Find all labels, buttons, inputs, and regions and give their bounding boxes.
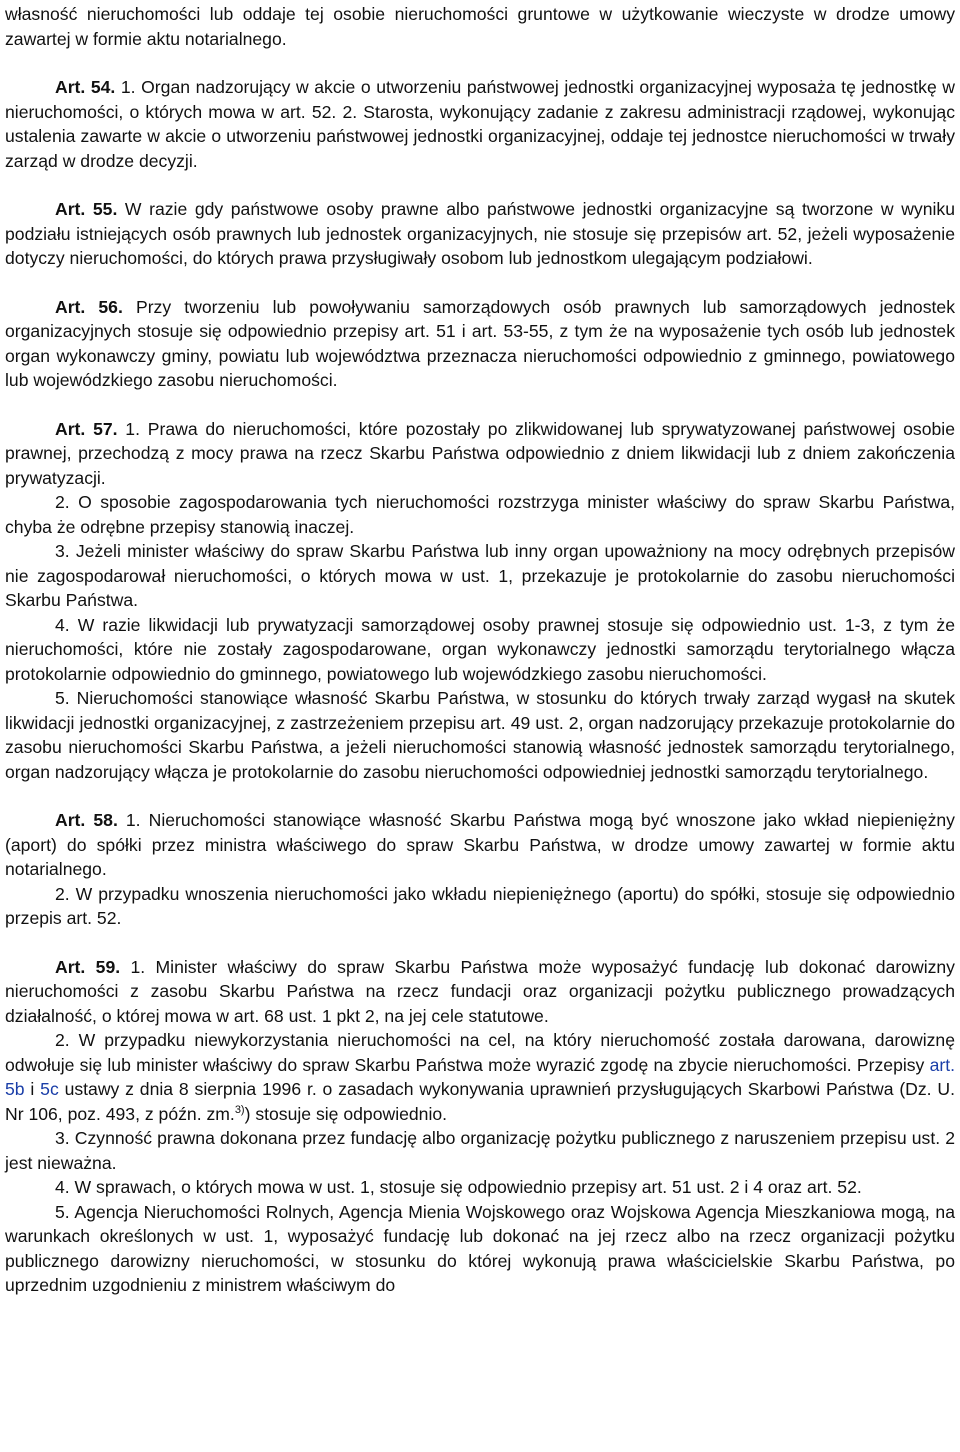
art-57-ust-1-text: 1. Prawa do nieruchomości, które pozostały po zlikwidowanej lub sprywatyzowanej państwowej osobie prawnej, przechodzą z mocy prawa na rzecz Skarbu Państwa odpowiednio z dniem likwidacji lub z dniem zakończenia prywatyzacji. [5, 418, 955, 488]
art-57-ust-5: 5. Nieruchomości stanowiące własność Skarbu Państwa, w stosunku do których trwały zarząd wygasł na skutek likwidacji jednostki organizacyjnej, z zastrzeżeniem przepisu art. 49 ust. 2, organ nadzorujący przekazuje protokolarnie do zasobu nieruchomości Skarbu Państwa, a jeżeli nieruchomości stanowią własność jednostek samorządu terytorialnego, organ nadzorujący włącza je protokolarnie do zasobu nieruchomości odpowiedniej jednostki samorządu terytorialnego. [5, 688, 955, 782]
art-56-text: Przy tworzeniu lub powoływaniu samorządowych osób prawnych lub samorządowych jednostek organizacyjnych stosuje się odpowiednio przepisy art. 51 i art. 53-55, z tym że na wyposażenie tych osób lub jednostek organ wykonawczy gminy, powiatu lub województwa przeznacza nieruchomości odpowiednio z gminnego, powiatowego lub wojewódzkiego zasobu nieruchomości. [5, 296, 955, 390]
art-56 [5, 295, 955, 393]
spacer [5, 784, 955, 808]
art-59-ust-1 [5, 955, 955, 1029]
spacer [5, 393, 955, 417]
art-58-ust-2: 2. W przypadku wnoszenia nieruchomości jako wkładu niepieniężnego (aportu) do spółki, stosuje się odpowiednio przepis art. 52. [5, 883, 955, 928]
art-59-label: Art. 59. [55, 956, 121, 977]
art-59-ust-2-text-d: ) stosuje się odpowiednio. [244, 1103, 448, 1124]
art-59-ust-3: 3. Czynność prawna dokonana przez fundację albo organizację pożytku publicznego z naruszeniem przepisu ust. 2 jest nieważna. [5, 1128, 955, 1173]
art-55-text: W razie gdy państwowe osoby prawne albo państwowe jednostki organizacyjne są tworzone w wyniku podziału istniejących osób prawnych lub jednostek organizacyjnych, nie stosuje się przepisów art. 52, jeżeli wyposażenie dotyczy nieruchomości, do których prawa przysługiwały osobom lub jednostkom ulegającym podziałowi. [5, 199, 955, 268]
spacer [5, 271, 955, 295]
art-54-ust-2-text: 2. Starosta, wykonujący zadanie z zakresu administracji rządowej, wykonując ustalenia zawarte w akcie o utworzeniu państwowej jednostki organizacyjnej, oddaje tej jednostce nieruchomości w trwały zarząd w drodze decyzji. [5, 101, 956, 171]
art-57-label: Art. 57. [55, 418, 118, 439]
art-59-ust-2 [5, 1028, 955, 1126]
art-59-ust-5: 5. Agencja Nieruchomości Rolnych, Agencja Mienia Wojskowego oraz Wojskowa Agencja Mieszkaniowa mogą, na warunkach określonych w ust. 1, wyposażyć fundację lub dokonać na jej rzecz albo na rzecz organizacji pożytku publicznego darowizny nieruchomości, w stosunku do której wykonują prawa właścicielskie Skarbu Państwa, po uprzednim uzgodnieniu z ministrem właściwym do [5, 1201, 955, 1295]
art-55-label: Art. 55. [55, 199, 118, 219]
footnote-ref-3[interactable]: 3) [234, 1103, 245, 1116]
art-59-ust-2-text-c: ustawy z dnia 8 sierpnia 1996 r. o zasadach wykonywania uprawnień przysługujących Skarbowi Państwa (Dz. U. Nr 106, poz. 493, z późn. zm. [5, 1079, 955, 1124]
art-57-ust-2: 2. O sposobie zagospodarowania tych nieruchomości rozstrzyga minister właściwy do spraw Skarbu Państwa, chyba że odrębne przepisy stanowią inaczej. [5, 492, 955, 537]
art-59-ust-2-text-b: i [24, 1079, 41, 1099]
spacer [5, 931, 955, 955]
art-58-ust-1 [5, 808, 955, 882]
art-59-ust-2-text-a: 2. W przypadku niewykorzystania nieruchomości na cel, na który nieruchomość została darowana, darowiznę odwołuje się lub minister właściwy do spraw Skarbu Państwa może wyrazić zgodę na zbycie nieruchomości. Przepisy [5, 1030, 955, 1075]
art-5b-link[interactable]: art. 5b [5, 1054, 955, 1099]
art-59-ust-1-text: 1. Minister właściwy do spraw Skarbu Państwa może wyposażyć fundację lub dokonać darowizny nieruchomości z zasobu Skarbu Państwa na rzecz fundacji oraz organizacji pożytku publicznego prowadzących działalność, o której mowa w art. 68 ust. 1 pkt 2, na jej cele statutowe. [5, 956, 955, 1026]
art-59-ust-4: 4. W sprawach, o których mowa w ust. 1, stosuje się odpowiednio przepisy art. 51 ust. 2 i 4 oraz art. 52. [55, 1177, 862, 1197]
art-54-ust-1 [5, 75, 955, 173]
art-54-ust-1-text: 1. Organ nadzorujący w akcie o utworzeniu państwowej jednostki organizacyjnej wyposaża tę jednostkę w nieruchomości, o których mowa w art. 52. [5, 77, 955, 122]
art-56-label: Art. 56. [55, 296, 123, 317]
art-58-label: Art. 58. [55, 810, 118, 830]
art-57-ust-3: 3. Jeżeli minister właściwy do spraw Skarbu Państwa lub inny organ upoważniony na mocy odrębnych przepisów nie zagospodarował nieruchomości, o których mowa w ust. 1, przekazuje je protokolarnie do zasobu nieruchomości Skarbu Państwa. [5, 541, 955, 610]
spacer [5, 173, 955, 197]
spacer [5, 51, 955, 75]
art-57-ust-4: 4. W razie likwidacji lub prywatyzacji samorządowej osoby prawnej stosuje się odpowiednio ust. 1-3, z tym że nieruchomości, które nie zostały zagospodarowane, organ wykonawczy jednostki samorządu terytorialnego włącza protokolarnie odpowiednio do gminnego, powiatowego lub wojewódzkiego zasobu nieruchomości. [5, 614, 955, 684]
document-body [5, 2, 955, 1298]
art-54-label: Art. 54. [55, 77, 116, 97]
art-55 [5, 197, 955, 271]
intro-paragraph: własność nieruchomości lub oddaje tej osobie nieruchomości gruntowe w użytkowanie wieczyste w drodze umowy zawartej w formie aktu notarialnego. [5, 4, 955, 49]
art-58-ust-1-text: 1. Nieruchomości stanowiące własność Skarbu Państwa mogą być wnoszone jako wkład niepieniężny (aport) do spółki przez ministra właściwego do spraw Skarbu Państwa, w drodze umowy zawartej w formie aktu notarialnego. [5, 810, 955, 879]
art-57-ust-1 [5, 417, 955, 491]
art-5c-link[interactable]: 5c [40, 1079, 59, 1099]
